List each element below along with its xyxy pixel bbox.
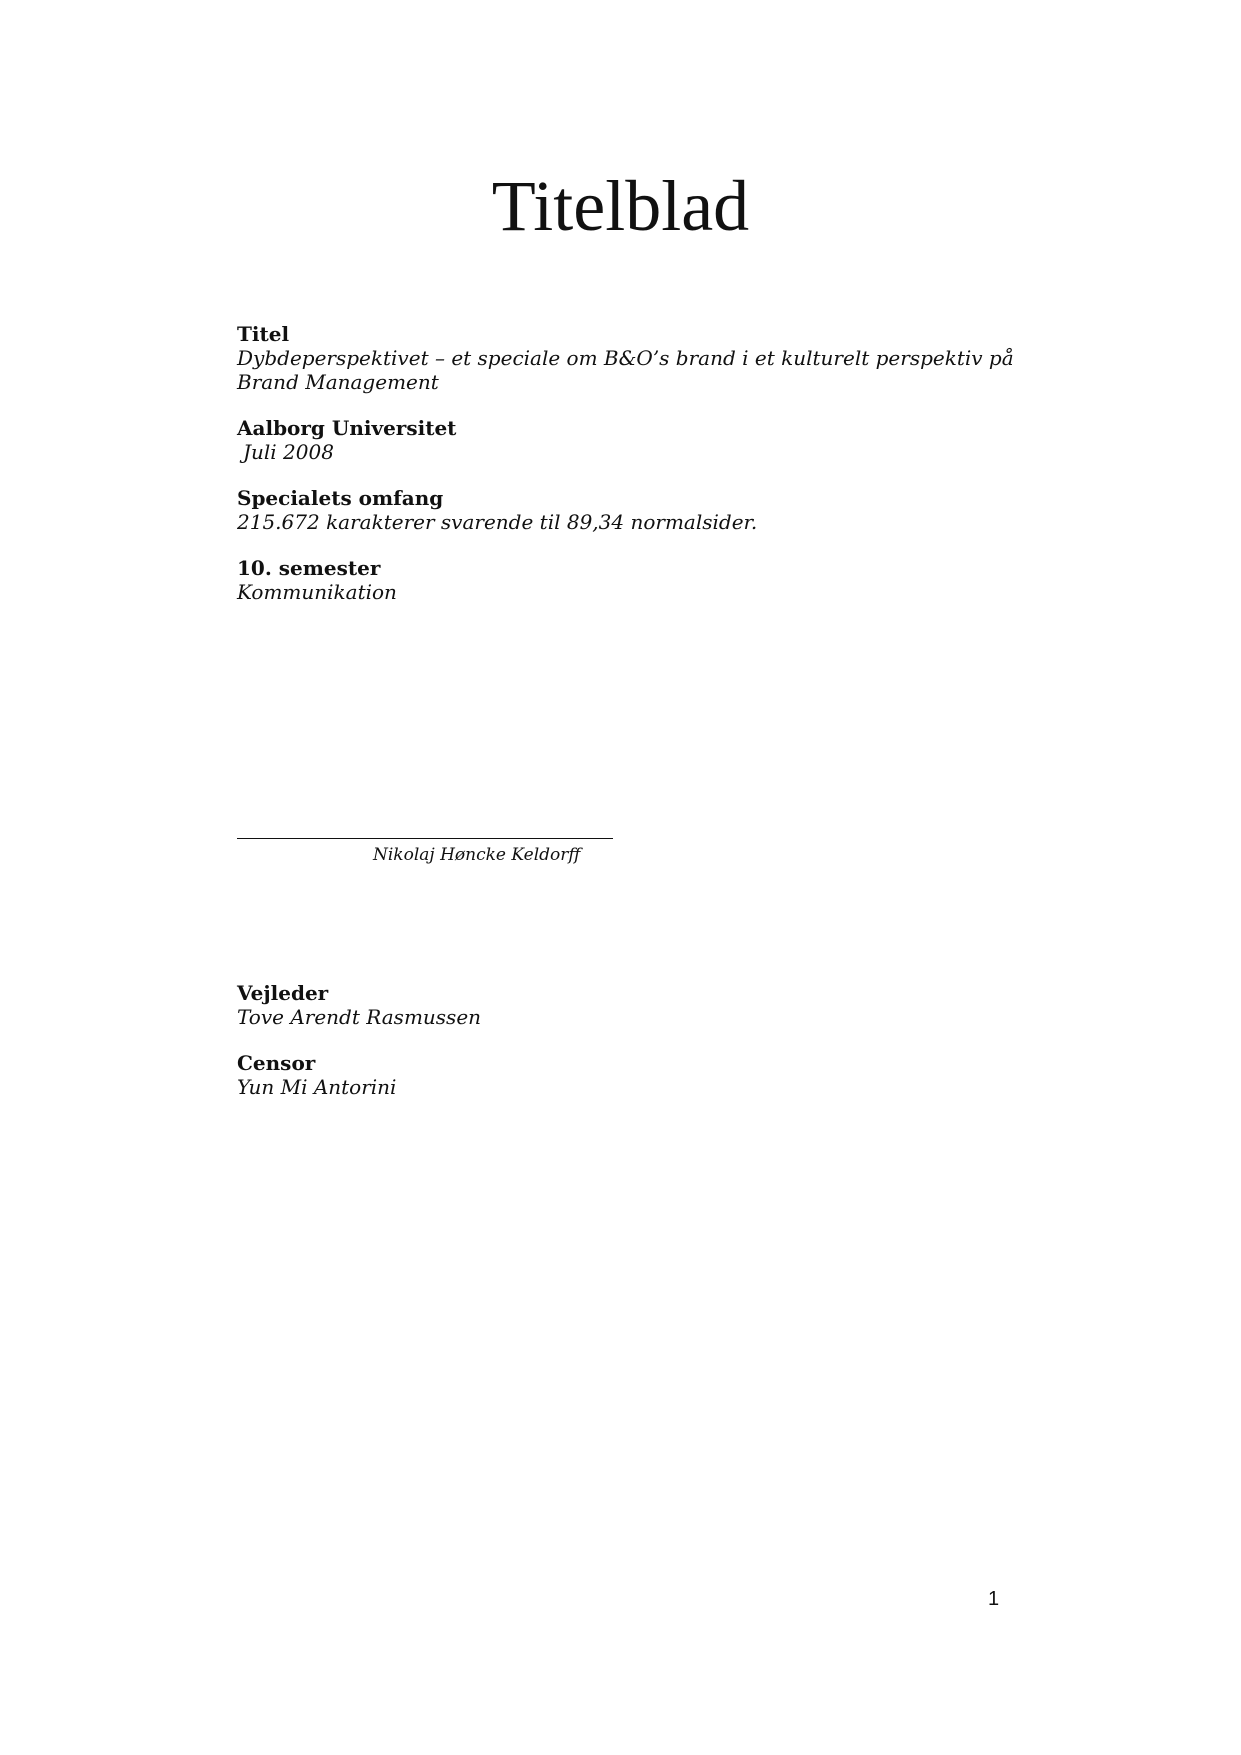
- signature-line: [237, 838, 613, 839]
- scope-section: [237, 486, 1017, 534]
- semester-value: Kommunikation: [237, 580, 397, 604]
- title-section: [237, 322, 1017, 394]
- supervisor-value: Tove Arendt Rasmussen: [237, 1005, 482, 1029]
- censor-label: Censor: [237, 1051, 316, 1075]
- supervisor-label: Vejleder: [237, 981, 329, 1005]
- supervisor-section: [237, 981, 1017, 1029]
- semester-section: [237, 556, 1017, 604]
- page-number: 1: [988, 1588, 1000, 1610]
- censor-section: [237, 1051, 1017, 1099]
- censor-value: Yun Mi Antorini: [237, 1075, 397, 1099]
- semester-label: 10. semester: [237, 556, 381, 580]
- title-value: Dybdeperspektivet – et speciale om B&O’s brand i et kulturelt perspektiv på Brand Management: [237, 346, 1014, 394]
- date-value: Juli 2008: [243, 440, 334, 464]
- page-title: Titelblad: [491, 166, 750, 246]
- signature-name: Nikolaj Høncke Keldorff: [373, 845, 581, 865]
- university-section: [237, 416, 1017, 464]
- scope-value: 215.672 karakterer svarende til 89,34 normalsider.: [237, 510, 758, 534]
- title-label: Titel: [237, 322, 290, 346]
- scope-label: Specialets omfang: [237, 486, 444, 510]
- university-label: Aalborg Universitet: [237, 416, 457, 440]
